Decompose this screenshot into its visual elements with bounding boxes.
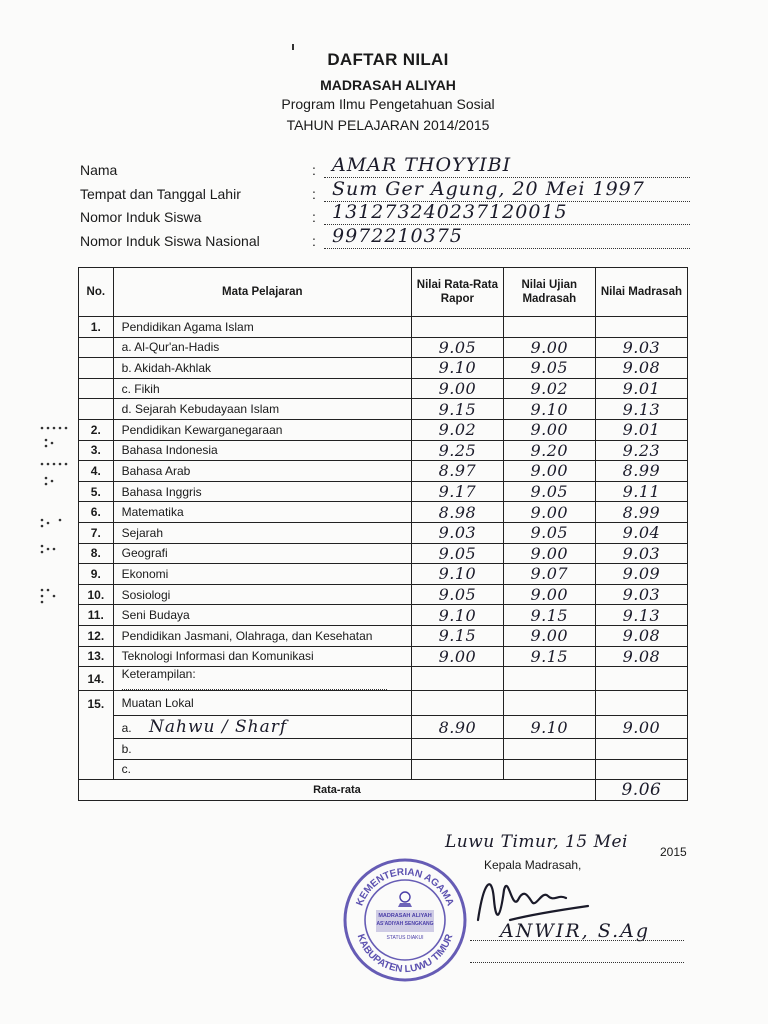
cell-madrasah: 9.01 [595,419,687,440]
row-subject: Geografi [113,543,411,564]
local-letter: a. [121,721,132,736]
row-subject [113,667,411,691]
table-row [79,378,688,399]
cell-rapor [412,691,504,716]
identity-label: Nama [80,162,118,178]
row-subject: Pendidikan Kewarganegaraan [113,419,411,440]
cell-madrasah: 9.01 [595,378,687,399]
row-subject: Sejarah [113,522,411,543]
stamp-center-line: STATUS DIAKUI [386,935,424,941]
average-label: Rata-rata [79,780,596,801]
table-row [79,481,688,502]
identity-colon: : [312,233,316,249]
table-row [79,584,688,605]
cell-ujian: 9.15 [503,646,595,667]
cell-ujian: 9.15 [503,605,595,626]
stamp-top-text: KEMENTERIAN AGAMA [354,866,456,908]
cell-ujian: 9.05 [503,358,595,379]
cell-rapor: 8.98 [412,502,504,523]
row-number: 11. [79,605,114,626]
row-number: 9. [79,564,114,585]
row-subject: b. Akidah-Akhlak [113,358,411,379]
cell-madrasah: 9.23 [595,440,687,461]
cell-rapor: 9.10 [412,564,504,585]
identity-label: Nomor Induk Siswa [80,209,202,225]
cell-ujian: 9.00 [503,625,595,646]
col-header-no: No. [79,268,114,317]
cell-ujian: 9.10 [503,716,595,739]
cell-madrasah: 9.13 [595,399,687,420]
cell-ujian: 9.00 [503,461,595,482]
academic-year: TAHUN PELAJARAN 2014/2015 [286,117,490,133]
table-row [79,522,688,543]
date-year: 2015 [660,845,687,859]
cell-madrasah: 9.03 [595,337,687,358]
table-row-local-c [79,759,688,780]
row-subject: Muatan Lokal [113,691,411,716]
local-subject-name: Nahwu / Sharf [148,717,288,738]
row-subject: Seni Budaya [113,605,411,626]
cell-madrasah: 8.99 [595,461,687,482]
table-row-muatan-lokal [79,691,688,716]
table-row [79,625,688,646]
row-subject [113,759,411,780]
row-number: 15. [79,691,114,780]
cell-madrasah [595,759,687,780]
cell-madrasah [595,667,687,691]
stamp-center-line: MADRASAH ALIYAH [378,913,432,919]
identity-value-birth: Sum Ger Agung, 20 Mei 1997 [332,178,645,200]
row-subject: Pendidikan Agama Islam [113,317,411,338]
table-row [79,646,688,667]
stamp-emblem-icon [398,892,412,907]
identity-value-nis: 131273240237120015 [332,201,568,223]
cell-madrasah [595,739,687,760]
table-row [79,543,688,564]
cell-ujian: 9.05 [503,522,595,543]
head-title: Kepala Madrasah, [484,858,582,872]
signer-name: ANWIR, S.Ag [500,920,651,942]
stamp-center-line: AS'ADIYAH SENGKANG [376,921,434,927]
row-number: 14. [79,667,114,691]
dotted-line [324,248,690,249]
table-row-keterampilan [79,667,688,691]
grade-rows [79,317,688,667]
row-subject [113,716,411,739]
cell-madrasah: 9.11 [595,481,687,502]
cell-rapor: 9.15 [412,625,504,646]
cell-madrasah: 9.08 [595,625,687,646]
identity-value-name: AMAR THOYYIBI [332,154,512,176]
row-number: 2. [79,419,114,440]
row-subject: Pendidikan Jasmani, Olahraga, dan Kesehatan [113,625,411,646]
cell-rapor: 8.90 [412,716,504,739]
cell-rapor: 9.00 [412,646,504,667]
cell-rapor: 9.05 [412,337,504,358]
row-number [79,337,114,358]
row-subject: d. Sejarah Kebudayaan Islam [113,399,411,420]
cell-madrasah [595,317,687,338]
cell-rapor [412,667,504,691]
table-row [79,358,688,379]
table-header-row [79,268,688,317]
place-date: Luwu Timur, 15 Mei [445,832,628,852]
row-subject: Sosiologi [113,584,411,605]
identity-colon: : [312,209,316,225]
cell-ujian [503,691,595,716]
cell-ujian: 9.10 [503,399,595,420]
table-row [79,564,688,585]
cell-ujian [503,317,595,338]
row-number [79,378,114,399]
row-subject: Bahasa Indonesia [113,440,411,461]
table-row [79,317,688,338]
cell-madrasah: 9.03 [595,543,687,564]
cell-madrasah: 9.08 [595,646,687,667]
row-number: 10. [79,584,114,605]
identity-value-nisn: 9972210375 [332,225,463,247]
row-number [79,358,114,379]
dotted-line [470,940,684,941]
cell-rapor: 9.00 [412,378,504,399]
margin-punch-marks [38,420,78,620]
cell-rapor: 9.17 [412,481,504,502]
row-subject: a. Al-Qur'an-Hadis [113,337,411,358]
cell-ujian: 9.00 [503,337,595,358]
cell-madrasah: 9.04 [595,522,687,543]
cell-madrasah [595,691,687,716]
table-row [79,399,688,420]
identity-label: Tempat dan Tanggal Lahir [80,186,241,202]
local-letter: c. [121,762,131,777]
grades-table [78,267,688,801]
row-subject: c. Fikih [113,378,411,399]
row-number: 7. [79,522,114,543]
cell-rapor: 9.15 [412,399,504,420]
document-title: DAFTAR NILAI [327,50,449,69]
row-number: 12. [79,625,114,646]
table-row [79,605,688,626]
cell-madrasah: 9.13 [595,605,687,626]
col-header-madrasah: Nilai Madrasah [595,268,687,317]
col-header-ujian: Nilai Ujian Madrasah [503,268,595,317]
cell-ujian [503,759,595,780]
table-row [79,502,688,523]
cell-rapor [412,317,504,338]
row-subject: Bahasa Inggris [113,481,411,502]
identity-row-nisn [80,225,690,253]
table-row-average [79,780,688,801]
cell-rapor: 9.10 [412,358,504,379]
row-subject [113,739,411,760]
program-name: Program Ilmu Pengetahuan Sosial [281,96,495,112]
table-row [79,419,688,440]
cell-ujian: 9.20 [503,440,595,461]
row-number [79,399,114,420]
cell-madrasah: 9.09 [595,564,687,585]
row-number: 8. [79,543,114,564]
row-subject: Matematika [113,502,411,523]
col-header-rapor: Nilai Rata-Rata Rapor [412,268,504,317]
row-number: 5. [79,481,114,502]
cell-rapor: 9.03 [412,522,504,543]
cell-ujian: 9.02 [503,378,595,399]
row-number: 1. [79,317,114,338]
table-row [79,461,688,482]
dotted-line [470,962,684,963]
cell-ujian [503,667,595,691]
cell-rapor: 9.02 [412,419,504,440]
cell-rapor: 9.25 [412,440,504,461]
row-number: 4. [79,461,114,482]
cell-ujian: 9.05 [503,481,595,502]
official-stamp [340,855,470,985]
cell-rapor: 9.10 [412,605,504,626]
cell-rapor: 8.97 [412,461,504,482]
table-row-local-a [79,716,688,739]
identity-label: Nomor Induk Siswa Nasional [80,233,260,249]
cell-ujian: 9.00 [503,543,595,564]
cell-rapor [412,739,504,760]
cell-ujian: 9.07 [503,564,595,585]
row-number: 13. [79,646,114,667]
cell-rapor: 9.05 [412,543,504,564]
cell-madrasah: 9.00 [595,716,687,739]
row-number: 6. [79,502,114,523]
cell-madrasah: 9.08 [595,358,687,379]
row-number: 3. [79,440,114,461]
cell-madrasah: 8.99 [595,502,687,523]
average-value: 9.06 [595,780,687,801]
cell-rapor: 9.05 [412,584,504,605]
cell-ujian: 9.00 [503,584,595,605]
cell-ujian: 9.00 [503,419,595,440]
local-letter: b. [121,741,132,756]
row-subject: Teknologi Informasi dan Komunikasi [113,646,411,667]
stamp-bottom-text: KABUPATEN LUWU TIMUR [354,932,456,976]
row-subject: Bahasa Arab [113,461,411,482]
keterampilan-label: Keterampilan: [121,667,196,682]
cell-ujian [503,739,595,760]
row-subject: Ekonomi [113,564,411,585]
identity-colon: : [312,186,316,202]
cell-madrasah: 9.03 [595,584,687,605]
identity-colon: : [312,162,316,178]
cell-rapor [412,759,504,780]
table-row [79,440,688,461]
school-name: MADRASAH ALIYAH [320,77,456,93]
table-row [79,337,688,358]
table-row-local-b [79,739,688,760]
col-header-subject: Mata Pelajaran [113,268,411,317]
cell-ujian: 9.00 [503,502,595,523]
